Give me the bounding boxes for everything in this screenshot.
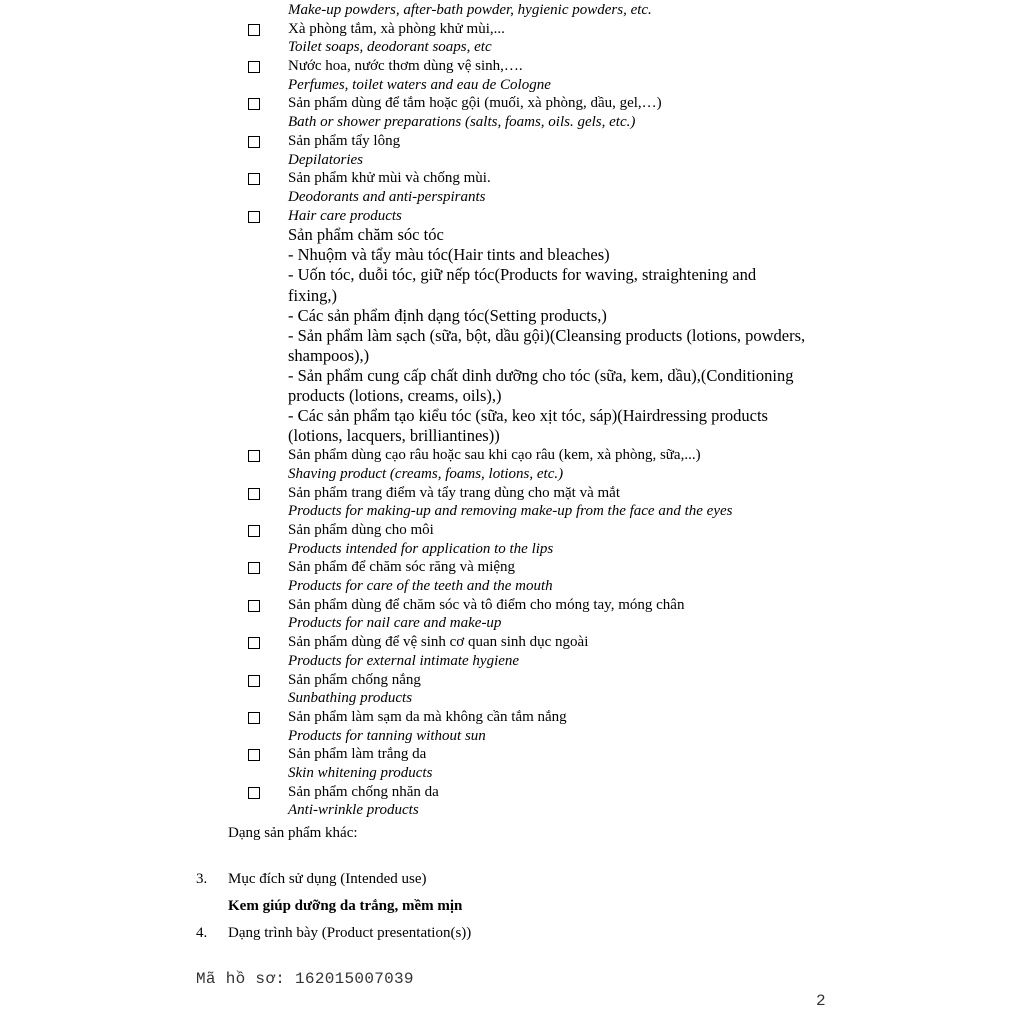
section-label: Dạng trình bày (Product presentation(s)) [228,925,472,941]
category-item [0,558,1024,595]
category-en-label: Hair care products [288,207,402,224]
category-vi-label: Sản phẩm khử mùi và chống mùi. [288,170,491,187]
category-en-label: Products for care of the teeth and the mouth [288,578,553,595]
page-number: 2 [816,992,826,1010]
section-number: 3. [196,871,208,887]
category-en-label: Make-up powders, after-bath powder, hygienic powders, etc. [288,2,652,18]
category-en-label: Toilet soaps, deodorant soaps, etc [288,39,492,56]
product-category-list [0,1,1024,820]
category-vi-label: Sản phẩm làm sạm da mà không cần tắm nắng [288,708,567,725]
category-en-label: Depilatories [288,151,363,168]
category-en-label: Deodorants and anti-perspirants [288,188,486,205]
category-item [0,1,1024,20]
category-item [0,596,1024,633]
category-vi-label: Sản phẩm chống nắng [288,671,421,688]
category-en-label: Products for nail care and make-up [288,615,502,632]
category-en-label: Sunbathing products [288,690,413,707]
category-en-label: Products for making-up and removing make-up from the face and the eyes [288,503,733,520]
hair-care-line: - Sản phẩm cung cấp chất dinh dưỡng cho tóc (sữa, kem, dầu),(Conditioning products (lotions, creams, oils),) [288,365,794,405]
category-vi-label: Sản phẩm dùng cạo râu hoặc sau khi cạo râu (kem, xà phòng, sữa,...) [288,447,701,464]
section-number: 4. [196,925,208,941]
category-item [0,20,1024,57]
category-item [0,94,1024,131]
category-item [0,671,1024,708]
category-en-label: Anti-wrinkle products [288,802,419,819]
section-product-presentation [196,924,471,942]
category-item [0,521,1024,558]
category-item [0,708,1024,745]
file-code: Mã hồ sơ: 162015007039 [196,970,414,988]
category-item [0,783,1024,820]
hair-care-line: - Sản phẩm làm sạch (sữa, bột, dầu gội)(Cleansing products (lotions, powders, shampoos),) [288,325,806,365]
category-vi-label: Sản phẩm trang điểm và tẩy trang dùng cho mặt và mắt [288,484,620,501]
category-vi-label: Sản phẩm tẩy lông [288,132,401,149]
category-en-label: Products for tanning without sun [288,727,486,744]
category-item-hair-care [0,207,1024,447]
intended-use-value: Kem giúp dưỡng da trắng, mềm mịn [228,898,463,914]
hair-care-line: - Các sản phẩm định dạng tóc(Setting products,) [288,305,607,325]
hair-care-line: - Các sản phẩm tạo kiểu tóc (sữa, keo xịt tóc, sáp)(Hairdressing products (lotions, lacquers, brilliantines)) [288,406,768,446]
category-item [0,633,1024,670]
category-en-label: Skin whitening products [288,764,433,781]
category-vi-label: Sản phẩm chống nhăn da [288,783,439,800]
category-vi-label: Nước hoa, nước thơm dùng vệ sinh,…. [288,58,523,75]
category-item [0,745,1024,782]
category-vi-label: Sản phẩm dùng để tắm hoặc gội (muối, xà phòng, dầu, gel,…) [288,95,662,112]
category-en-label: Shaving product (creams, foams, lotions, etc.) [288,465,564,482]
category-item [0,446,1024,483]
section-label: Mục đích sử dụng (Intended use) [228,871,427,887]
section-intended-use [196,870,427,888]
category-en-label: Products for external intimate hygiene [288,652,520,669]
category-vi-label: Sản phẩm dùng để vệ sinh cơ quan sinh dục ngoài [288,634,589,651]
category-item [0,169,1024,206]
category-en-label: Bath or shower preparations (salts, foams, oils. gels, etc.) [288,114,636,131]
category-item [0,57,1024,94]
category-item [0,484,1024,521]
hair-care-details [0,225,808,446]
category-vi-label: Sản phẩm dùng cho môi [288,522,434,539]
other-product-forms-label: Dạng sản phẩm khác: [228,825,358,841]
category-vi-label: Sản phẩm làm trắng da [288,746,427,763]
category-en-label: Products intended for application to the lips [288,540,554,557]
category-en-label: Perfumes, toilet waters and eau de Cologne [288,76,551,93]
category-vi-label: Sản phẩm dùng để chăm sóc và tô điểm cho móng tay, móng chân [288,596,685,613]
hair-care-line: - Uốn tóc, duỗi tóc, giữ nếp tóc(Products for waving, straightening and fixing,) [288,265,757,305]
category-item [0,132,1024,169]
category-vi-label: Sản phẩm để chăm sóc răng và miệng [288,559,516,576]
hair-care-line: Sản phẩm chăm sóc tóc [288,225,444,245]
category-vi-label: Xà phòng tắm, xà phòng khử mùi,... [288,20,505,37]
hair-care-line: - Nhuộm và tẩy màu tóc(Hair tints and bleaches) [288,245,610,265]
